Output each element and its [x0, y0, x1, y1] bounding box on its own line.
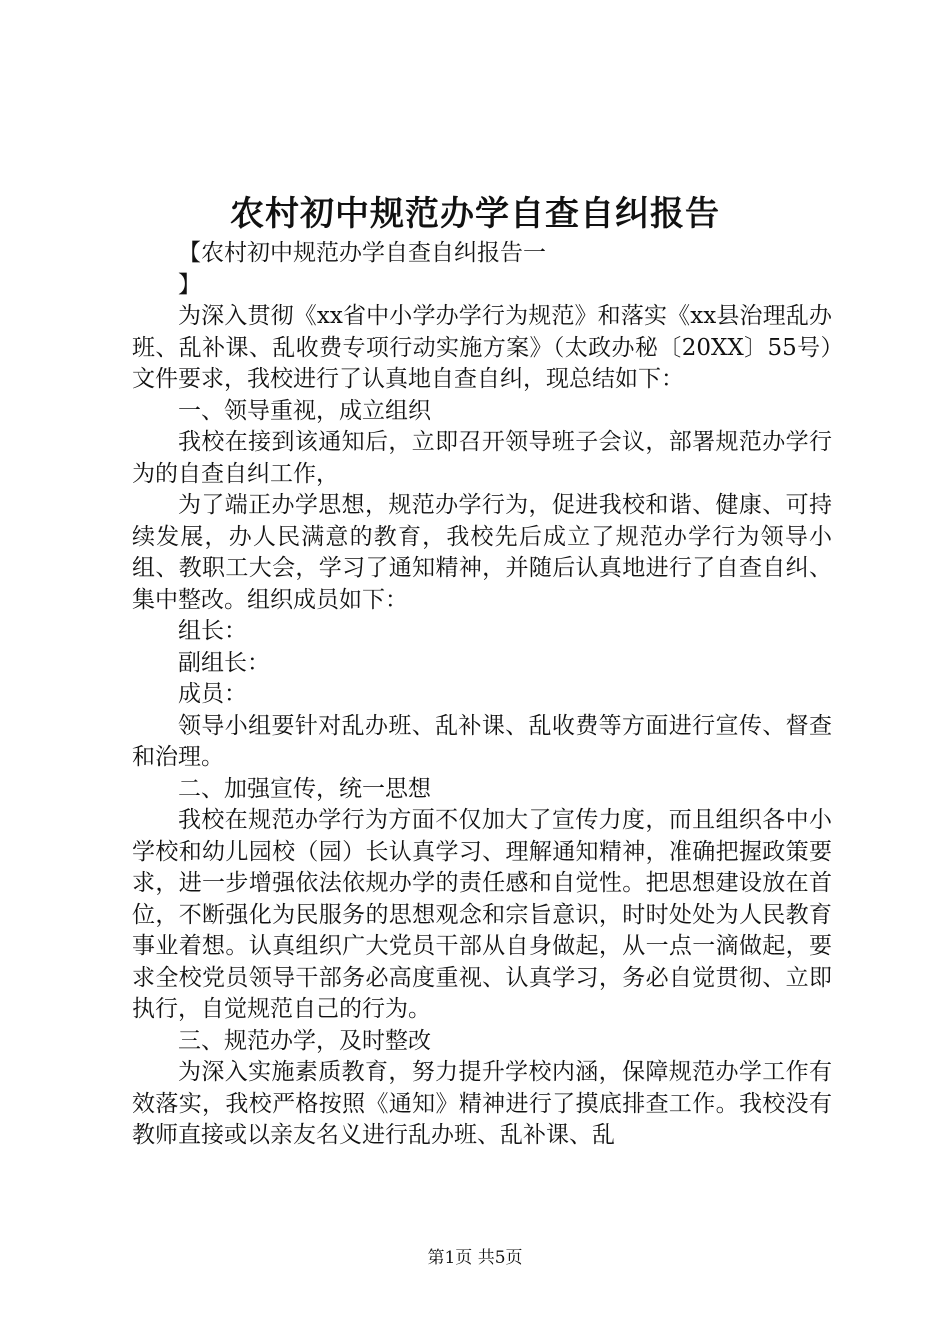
subtitle-line-2: 】 — [178, 271, 201, 298]
body-paragraph: 为了端正办学思想，规范办学行为，促进我校和谐、健康、可持续发展，办人民满意的教育，我校先后成立了规范办学行为领导小组、教职工大会，学习了通知精神，并随后认真地进行了自查自纠、集中整改。组织成员如下： — [132, 492, 832, 613]
body-paragraph: 我校在规范办学行为方面不仅加大了宣传力度，而且组织各中小学校和幼儿园校（园）长认真学习、理解通知精神，准确把握政策要求，进一步增强依法依规办学的责任感和自觉性。把思想建设放在首位，不断强化为民服务的思想观念和宗旨意识，时时处处为人民教育事业着想。认真组织广大党员干部从自身做起，从一点一滴做起，要求全校党员领导干部务必高度重视、认真学习，务必自觉贯彻、立即执行，自觉规范自己的行为。 — [132, 807, 832, 1022]
section-heading-3: 三、规范办学，及时整改 — [178, 1027, 431, 1054]
intro-paragraph: 为深入贯彻《xx省中小学办学行为规范》和落实《xx县治理乱办班、乱补课、乱收费专项行动实施方案》（太政办秘〔20XX〕55号）文件要求，我校进行了认真地自查自纠，现总结如下： — [132, 303, 832, 392]
page-number-footer: 第1页 共5页 — [427, 1248, 523, 1268]
section-heading-1: 一、领导重视，成立组织 — [178, 397, 431, 424]
section-heading-2: 二、加强宣传，统一思想 — [178, 775, 431, 802]
body-paragraph: 领导小组要针对乱办班、乱补课、乱收费等方面进行宣传、督查和治理。 — [132, 712, 832, 770]
document-body — [132, 238, 832, 1152]
body-paragraph: 我校在接到该通知后，立即召开领导班子会议，部署规范办学行为的自查自纠工作， — [132, 429, 832, 487]
member-line-deputy: 副组长： — [178, 649, 270, 676]
document-title: 农村初中规范办学自查自纠报告 — [230, 194, 720, 234]
subtitle-line-1: 【农村初中规范办学自查自纠报告一 — [178, 240, 546, 266]
body-paragraph: 为深入实施素质教育，努力提升学校内涵，保障规范办学工作有效落实，我校严格按照《通知》精神进行了摸底排查工作。我校没有教师直接或以亲友名义进行乱办班、乱补课、乱 — [132, 1059, 832, 1148]
member-line-leader: 组长： — [178, 618, 247, 644]
member-line-members: 成员： — [178, 681, 247, 707]
